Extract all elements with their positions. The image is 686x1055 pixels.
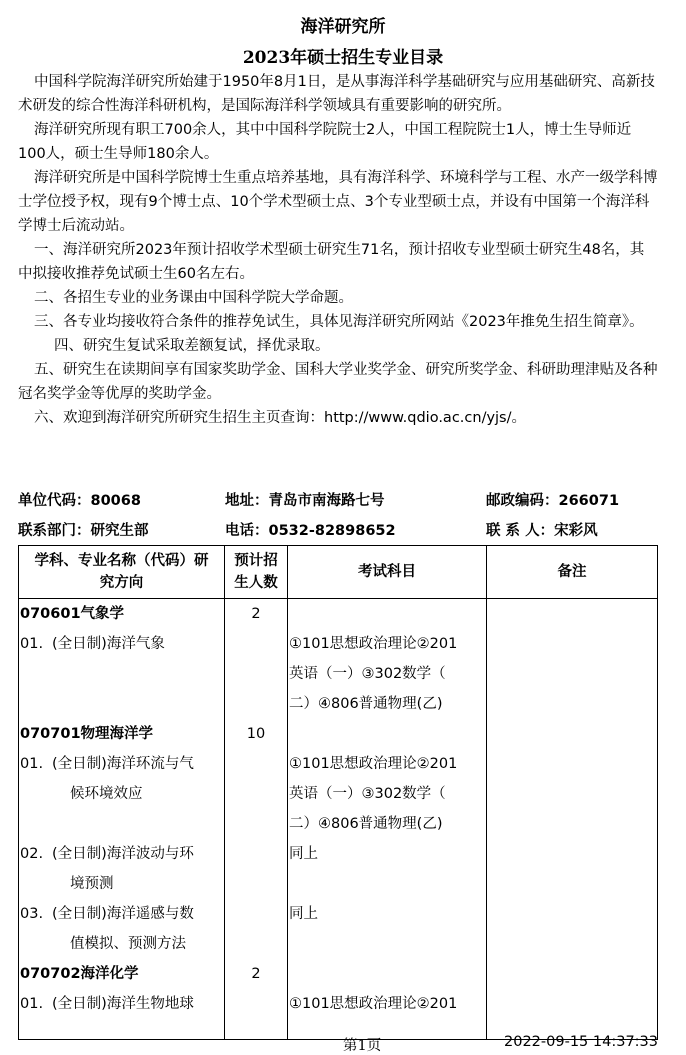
phone-value: 0532-82898652 (268, 523, 396, 539)
unit-code-value: 80068 (90, 493, 141, 509)
direction-name: (全日制)海洋环流与气 (52, 756, 194, 772)
phone (225, 519, 396, 540)
major-quota: 10 (246, 726, 266, 742)
contact-person (486, 519, 598, 540)
contact-label: 联 系 人： (486, 522, 555, 539)
intro-paragraph: 五、研究生在读期间享有国家奖助学金、国科大学业奖学金、研究所奖学金、科研助理津贴及各种冠名奖学金等优厚的奖助学金。 (18, 362, 658, 402)
page-number: 第1页 (343, 1038, 382, 1054)
major-name: 070702海洋化学 (20, 966, 139, 982)
intro-paragraph: 三、各专业均接收符合条件的推荐免试生，具体见海洋研究所网站《2023年推免生招生简章》。 (34, 314, 644, 330)
direction-name: (全日制)海洋气象 (52, 636, 165, 652)
direction-number: 01. (20, 636, 44, 652)
intro-text (18, 70, 658, 430)
direction-name: (全日制)海洋遥感与数 (52, 906, 194, 922)
exam-subjects: 英语（一）③302数学（ (289, 666, 446, 682)
intro-paragraph: 中国科学院海洋研究所始建于1950年8月1日，是从事海洋科学基础研究与应用基础研究、高新技术研发的综合性海洋科研机构，是国际海洋科学领域具有重要影响的研究所。 (18, 74, 655, 114)
header-exams: 考试科目 (358, 563, 416, 580)
exam-subjects: ①101思想政治理论②201 (289, 636, 458, 652)
direction-name: (全日制)海洋波动与环 (52, 846, 194, 862)
intro-paragraph: 四、研究生复试采取差额复试，择优录取。 (54, 338, 330, 354)
column-divider (486, 546, 487, 1039)
header-quota: 预计招生人数 (234, 552, 278, 591)
exam-subjects: ①101思想政治理论②201 (289, 756, 458, 772)
exam-same-as-above: 同上 (289, 846, 318, 862)
column-divider (287, 546, 288, 1039)
postcode-value: 266071 (558, 493, 620, 509)
intro-paragraph: 一、海洋研究所2023年预计招收学术型硕士研究生71名，预计招收专业型硕士研究生48名，其中拟接收推荐免试硕士生60名左右。 (18, 242, 645, 282)
direction-number: 01. (20, 996, 44, 1012)
unit-code-label: 单位代码： (18, 492, 91, 509)
direction-number: 03. (20, 906, 44, 922)
contact-dept (18, 519, 149, 540)
direction-name-cont: 值模拟、预测方法 (70, 936, 186, 952)
direction-number: 01. (20, 756, 44, 772)
exam-subjects: 二）④806普通物理(乙) (289, 816, 443, 832)
address (225, 489, 385, 510)
institute-title: 海洋研究所 (300, 17, 386, 37)
intro-paragraph: 海洋研究所现有职工700余人，其中中国科学院院士2人，中国工程院院士1人，博士生导师近100人，硕士生导师180余人。 (18, 122, 632, 162)
address-label: 地址： (225, 492, 269, 509)
major-quota: 2 (251, 966, 261, 982)
catalog-table (18, 545, 658, 1040)
direction-name: (全日制)海洋生物地球 (52, 996, 194, 1012)
major-name: 070701物理海洋学 (20, 726, 154, 742)
exam-same-as-above: 同上 (289, 906, 318, 922)
direction-name-cont: 境预测 (70, 876, 114, 892)
postcode (486, 489, 619, 510)
intro-paragraph: 海洋研究所是中国科学院博士生重点培养基地，具有海洋科学、环境科学与工程、水产一级学科博士学位授予权，现有9个博士点、10个学术型硕士点、3个专业型硕士点，并设有中国第一个海洋科学博士后流动站。 (18, 170, 658, 234)
header-notes: 备注 (557, 563, 587, 580)
contact-value: 宋彩风 (554, 522, 598, 539)
direction-name-cont: 候环境效应 (70, 786, 143, 802)
intro-paragraph: 六、欢迎到海洋研究所研究生招生主页查询：http://www.qdio.ac.cn/yjs/。 (34, 410, 526, 426)
exam-subjects: 二）④806普通物理(乙) (289, 696, 443, 712)
exam-subjects: ①101思想政治理论②201 (289, 996, 458, 1012)
header-major: 学科、专业名称（代码）研究方向 (34, 552, 209, 591)
major-quota: 2 (251, 606, 261, 622)
postcode-label: 邮政编码： (486, 492, 559, 509)
intro-paragraph: 二、各招生专业的业务课由中国科学院大学命题。 (34, 290, 353, 306)
dept-label: 联系部门： (18, 522, 91, 539)
unit-code (18, 489, 141, 510)
dept-value: 研究生部 (90, 522, 149, 539)
phone-label: 电话： (225, 522, 269, 539)
address-value: 青岛市南海路七号 (268, 492, 385, 509)
major-name: 070601气象学 (20, 606, 125, 622)
catalog-title: 2023年硕士招生专业目录 (242, 48, 444, 68)
exam-subjects: 英语（一）③302数学（ (289, 786, 446, 802)
print-timestamp: 2022-09-15 14:37:33 (504, 1034, 658, 1050)
direction-number: 02. (20, 846, 44, 862)
